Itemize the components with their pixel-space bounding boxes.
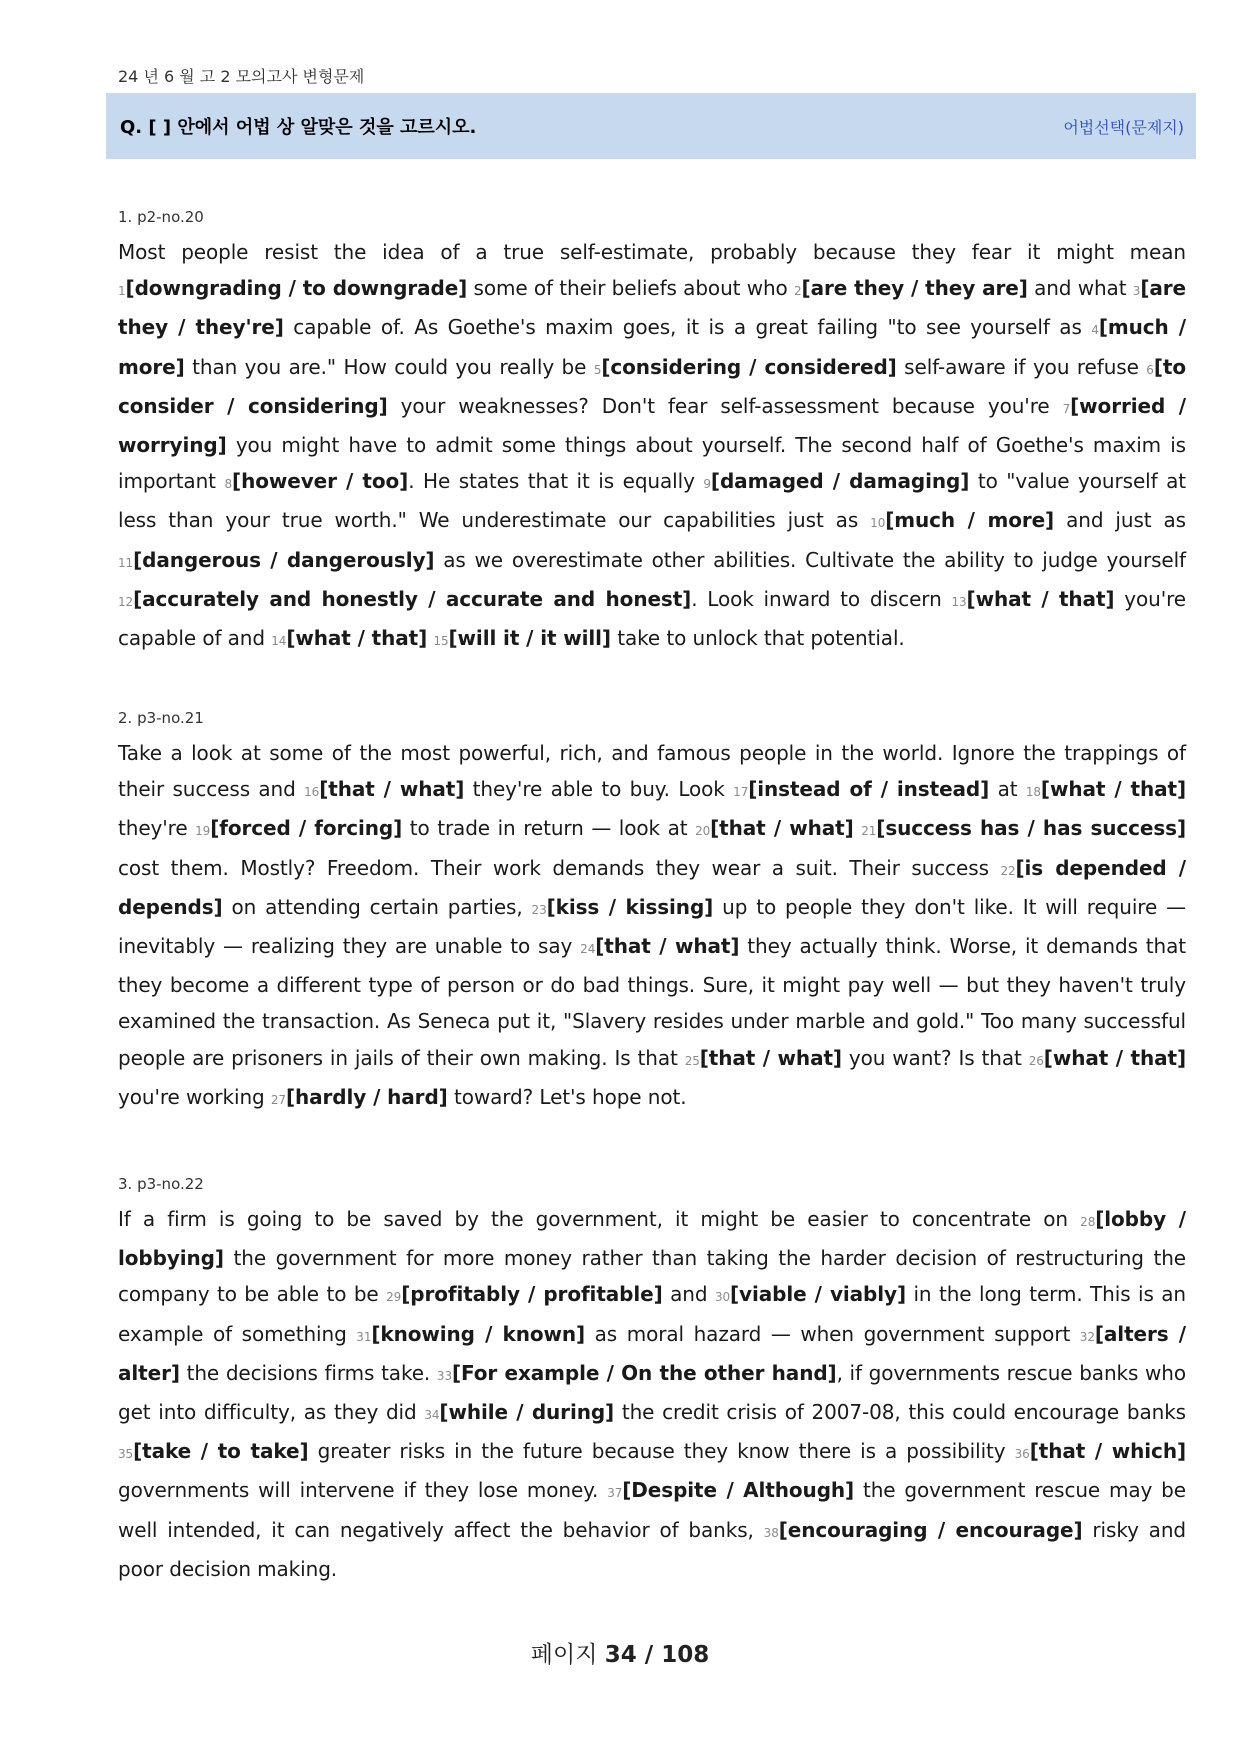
blank-number: 28 [1080,1215,1096,1229]
blank-number: 26 [1028,1053,1044,1068]
grammar-choice: [alters / alter] [118,1321,1186,1385]
passage-text [118,234,1186,659]
section-label: 3. p3-no.22 [118,1175,204,1193]
blank-number: 35 [118,1447,134,1462]
grammar-choice: [will it / it will] [448,626,611,651]
passage-fragment: you want? Is that [841,1045,1029,1070]
grammar-choice: [however / too] [232,469,409,494]
blank-number: 25 [684,1053,700,1068]
grammar-choice: [what / that] [966,586,1115,611]
question-instruction: Q. [ ] 안에서 어법 상 알맞은 것을 고르시오. [120,117,477,138]
passage-fragment: Most people resist the idea of a true self-estimate, probably because they fear it might mean [118,240,1186,264]
blank-number: 37 [607,1486,623,1501]
grammar-choice: [lobby / lobbying] [118,1207,1187,1271]
page-separator: / [636,1642,662,1668]
blank-number: 15 [433,634,449,649]
grammar-choice: [what / that] [286,626,428,651]
blank-number: 17 [733,785,749,800]
passage-fragment: they're able to buy. Look [464,777,734,802]
grammar-choice: [For example / On the other hand] [451,1360,837,1385]
blank-number: 2 [793,284,802,299]
grammar-choice: [are they / they are] [801,276,1028,301]
grammar-choice: [to consider / considering] [118,354,1186,418]
passage-fragment: , if governments rescue banks who get into difficulty, as they did [118,1360,1186,1425]
grammar-choice: [what / that] [1040,777,1187,802]
blank-number: 11 [118,555,134,570]
grammar-choice: [success has / has success] [876,816,1187,841]
document-header: 24 년 6 월 고 2 모의고사 변형문제 [118,67,365,86]
blank-number: 16 [304,785,320,800]
passage-fragment: If a firm is going to be saved by the government, it might be easier to concentrate on [118,1207,1081,1231]
passage-text [118,735,1186,1118]
grammar-choice: [is depended / depends] [118,855,1186,919]
grammar-choice: [instead of / instead] [748,777,990,802]
blank-number: 19 [195,824,211,839]
passage-section-1 [118,208,1186,659]
question-type-label: 어법선택(문제지) [1063,117,1184,137]
blank-number: 6 [1146,362,1154,377]
blank-number: 8 [224,477,233,492]
blank-number: 4 [1091,323,1099,338]
passage-fragment: the credit crisis of 2007-08, this could encourage banks [614,1400,1186,1425]
passage-text [118,1201,1186,1587]
passage-fragment: cost them. Mostly? Freedom. Their work demands they wear a suit. Their success [118,855,1001,880]
section-label: 1. p2-no.20 [118,208,204,226]
passage-fragment: they actually think. Worse, it demands that they become a different type of person or do bad things. Sure, it might pay well — but they haven't truly examined the transaction. As Seneca put it, "Slavery resides under marble and gold." Too many successful people are prisoners in jails of their own making. Is that [118,934,1187,1070]
grammar-choice: [viable / viably] [730,1282,906,1307]
grammar-choice: [much / more] [118,315,1186,379]
passage-fragment: in the long term. This is an example of something [118,1282,1186,1346]
grammar-choice: [that / what] [595,934,740,959]
blank-number: 31 [356,1329,372,1344]
blank-number: 24 [580,942,596,957]
blank-number: 9 [703,477,711,492]
passage-fragment: toward? Let's hope not. [447,1084,687,1109]
blank-number: 13 [951,594,967,609]
blank-number: 38 [763,1525,779,1540]
passage-fragment: governments will intervene if they lose money. [118,1478,608,1503]
passage-fragment: and just as [1054,508,1186,533]
passage-fragment: to "value yourself at less than your true worth." We underestimate our capabilities just as [118,469,1187,533]
blank-number: 21 [861,824,877,839]
grammar-choice: [Despite / Although] [622,1478,855,1503]
blank-number: 20 [695,824,711,839]
page-prefix: 페이지 [530,1642,605,1668]
grammar-choice: [are they / they're] [118,276,1186,340]
passage-fragment: you're working [118,1084,271,1109]
blank-number: 23 [531,902,547,917]
blank-number: 32 [1079,1329,1095,1344]
total-pages: 108 [661,1642,710,1668]
grammar-choice: [much / more] [885,508,1055,533]
grammar-choice: [considering / considered] [601,354,897,379]
blank-number: 36 [1014,1447,1030,1462]
passage-fragment: and what [1027,276,1133,301]
blank-number: 34 [424,1408,440,1423]
grammar-choice: [worried / worrying] [118,393,1186,458]
blank-number: 1 [118,284,126,299]
blank-number: 30 [714,1290,731,1305]
blank-number: 5 [593,362,602,377]
passage-fragment: they're [118,816,196,841]
grammar-choice: [forced / forcing] [210,816,403,841]
blank-number: 33 [436,1368,452,1383]
passage-fragment: you're capable of and [118,586,1186,651]
passage-fragment: . He states that it is equally [408,469,704,494]
passage-fragment: as we overestimate other abilities. Cultivate the ability to judge yourself [434,547,1186,572]
blank-number: 7 [1062,401,1071,416]
grammar-choice: [that / what] [319,777,465,802]
grammar-choice: [hardly / hard] [285,1084,448,1109]
passage-section-2 [118,709,1186,1118]
passage-fragment: your weaknesses? Don't fear self-assessment because you're [387,393,1063,418]
passage-fragment: some of their beliefs about who [467,276,794,301]
passage-fragment: risky and poor decision making. [118,1517,1187,1581]
passage-fragment: . Look inward to discern [691,586,952,611]
passage-fragment: at [989,777,1026,802]
passage-fragment: on attending certain parties, [222,894,532,919]
blank-number: 10 [870,516,886,531]
passage-fragment: greater risks in the future because they know there is a possibility [308,1439,1015,1464]
grammar-choice: [accurately and honestly / accurate and honest] [133,586,692,611]
blank-number: 14 [271,634,287,649]
blank-number: 12 [118,594,134,609]
passage-fragment: up to people they don't like. It will require — inevitably — realizing they are unable to say [118,894,1187,959]
blank-number: 22 [1000,863,1016,878]
passage-fragment: take to unlock that potential. [610,626,905,651]
passage-fragment: to trade in return — look at [402,816,696,841]
grammar-choice: [encouraging / encourage] [778,1517,1083,1542]
passage-fragment: the government rescue may be well intended, it can negatively affect the behavior of banks, [118,1478,1186,1542]
section-label: 2. p3-no.21 [118,709,204,727]
blank-number: 29 [386,1290,402,1305]
grammar-choice: [while / during] [439,1400,615,1425]
grammar-choice: [kiss / kissing] [546,894,714,919]
grammar-choice: [downgrading / to downgrade] [125,276,468,301]
current-page: 34 [604,1642,637,1668]
grammar-choice: [dangerous / dangerously] [133,547,435,572]
passage-fragment: Take a look at some of the most powerful, rich, and famous people in the world. Ignore the trappings of their success and [118,741,1186,802]
passage-fragment: capable of. As Goethe's maxim goes, it is a great failing "to see yourself as [283,315,1092,340]
page-number [0,1636,1240,1669]
blank-number: 3 [1132,284,1141,299]
passage-fragment: the decisions firms take. [179,1360,437,1385]
grammar-choice: [that / what] [710,816,854,841]
question-banner [106,93,1196,159]
grammar-choice: [damaged / damaging] [710,469,970,494]
passage-fragment: the government for more money rather than taking the harder decision of restructuring the company to be able to be [118,1246,1186,1307]
blank-number: 18 [1025,785,1041,800]
passage-fragment: than you are." How could you really be [184,354,594,379]
passage-fragment: self-aware if you refuse [896,354,1147,379]
passage-fragment: you might have to admit some things about yourself. The second half of Goethe's maxim is important [118,433,1186,494]
grammar-choice: [that / which] [1029,1439,1186,1464]
grammar-choice: [what / that] [1043,1045,1186,1070]
grammar-choice: [take / to take] [133,1439,309,1464]
grammar-choice: [knowing / known] [371,1321,586,1346]
passage-fragment: as moral hazard — when government support [585,1321,1080,1346]
passage-section-3 [118,1175,1186,1587]
passage-fragment: and [662,1282,715,1307]
blank-number: 27 [270,1092,286,1107]
grammar-choice: [profitably / profitable] [401,1282,663,1307]
grammar-choice: [that / what] [699,1045,842,1070]
